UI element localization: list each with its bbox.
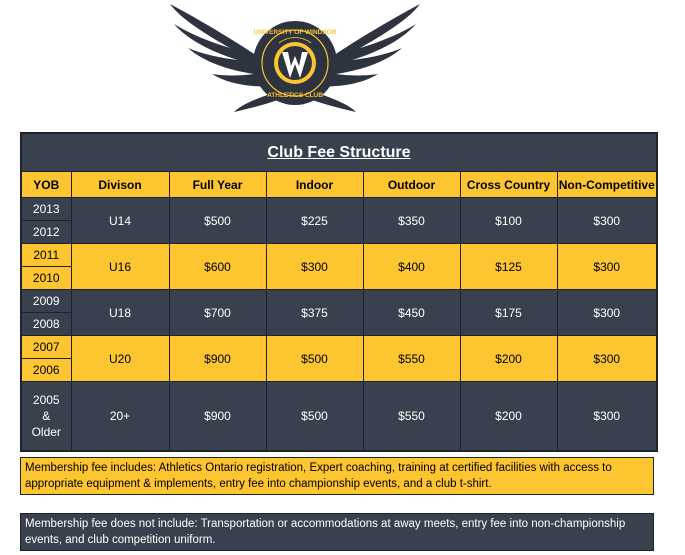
non-competitive-cell: $300 — [557, 244, 657, 290]
yob-cell: 2007 — [21, 336, 71, 359]
outdoor-cell: $550 — [363, 336, 460, 382]
non-competitive-cell: $300 — [557, 382, 657, 452]
table-row — [21, 290, 657, 313]
logo-top-text: UNIVERSITY OF WINDSOR — [253, 29, 337, 36]
table-row — [21, 382, 657, 452]
cross-country-cell: $100 — [460, 198, 557, 244]
cross-country-cell: $200 — [460, 382, 557, 452]
cross-country-cell: $125 — [460, 244, 557, 290]
table-row — [21, 336, 657, 359]
header-cross-country: Cross Country — [460, 172, 557, 198]
club-fee-table — [20, 132, 658, 452]
table-title-row — [21, 133, 657, 172]
full-year-cell: $900 — [169, 336, 266, 382]
non-competitive-cell: $300 — [557, 290, 657, 336]
division-cell: 20+ — [71, 382, 169, 452]
outdoor-cell: $350 — [363, 198, 460, 244]
yob-cell — [21, 382, 71, 452]
outdoor-cell: $550 — [363, 382, 460, 452]
yob-line: & — [42, 409, 51, 423]
yob-line: Older — [31, 425, 61, 439]
header-non-competitive: Non-Competitive — [557, 172, 657, 198]
non-competitive-cell: $300 — [557, 336, 657, 382]
header-outdoor: Outdoor — [363, 172, 460, 198]
full-year-cell: $900 — [169, 382, 266, 452]
yob-cell: 2010 — [21, 267, 71, 290]
table-title: Club Fee Structure — [21, 133, 657, 172]
indoor-cell: $500 — [266, 382, 363, 452]
logo-bottom-text: ATHLETICS CLUB — [267, 92, 323, 99]
header-yob: YOB — [21, 172, 71, 198]
header-full-year: Full Year — [169, 172, 266, 198]
yob-cell: 2012 — [21, 221, 71, 244]
outdoor-cell: $400 — [363, 244, 460, 290]
indoor-cell: $300 — [266, 244, 363, 290]
yob-cell: 2013 — [21, 198, 71, 221]
yob-line: 2005 — [32, 393, 60, 407]
table-row — [21, 198, 657, 221]
yob-cell: 2006 — [21, 359, 71, 382]
membership-excludes-note: Membership fee does not include: Transportation or accommodations at away meets, entry fee into non-championship events, and club competition uniform. — [20, 513, 654, 551]
indoor-cell: $375 — [266, 290, 363, 336]
yob-cell: 2011 — [21, 244, 71, 267]
full-year-cell: $600 — [169, 244, 266, 290]
division-cell: U18 — [71, 290, 169, 336]
membership-includes-note: Membership fee includes: Athletics Ontario registration, Expert coaching, training at certified facilities with access to appropriate equipment & implements, entry fee into championship events, and a club t-shirt. — [20, 457, 654, 495]
indoor-cell: $500 — [266, 336, 363, 382]
cross-country-cell: $175 — [460, 290, 557, 336]
table-row — [21, 244, 657, 267]
indoor-cell: $225 — [266, 198, 363, 244]
full-year-cell: $500 — [169, 198, 266, 244]
outdoor-cell: $450 — [363, 290, 460, 336]
cross-country-cell: $200 — [460, 336, 557, 382]
table-header-row — [21, 172, 657, 198]
division-cell: U16 — [71, 244, 169, 290]
yob-cell: 2009 — [21, 290, 71, 313]
division-cell: U14 — [71, 198, 169, 244]
yob-cell: 2008 — [21, 313, 71, 336]
full-year-cell: $700 — [169, 290, 266, 336]
header-division: Divison — [71, 172, 169, 198]
division-cell: U20 — [71, 336, 169, 382]
non-competitive-cell: $300 — [557, 198, 657, 244]
header-indoor: Indoor — [266, 172, 363, 198]
athletics-club-logo — [160, 0, 430, 122]
